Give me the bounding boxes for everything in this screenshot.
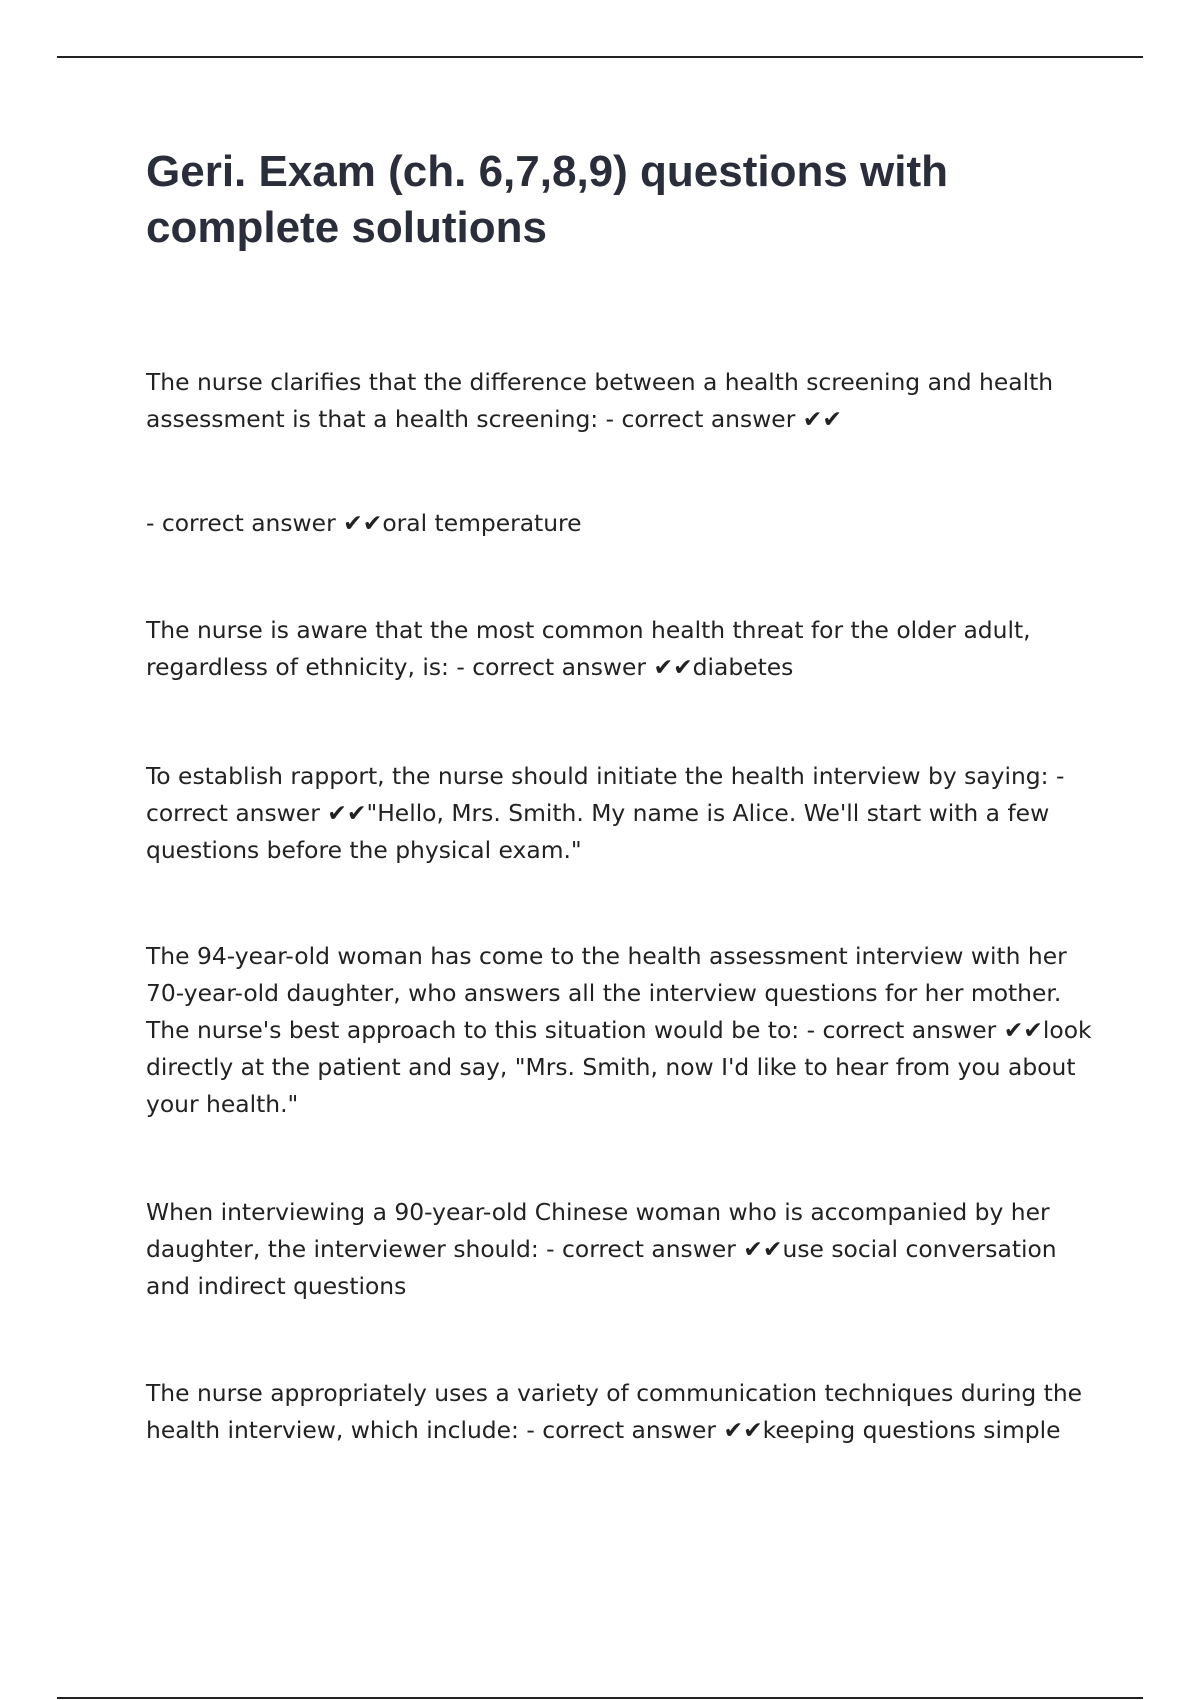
qa-item-4: To establish rapport, the nurse should initiate the health interview by saying: - correct answer ✔✔"Hello, Mrs. Smith. My name is Alice. We'll start with a few questions before the physical exam." xyxy=(146,762,1065,864)
qa-item-2: - correct answer ✔✔oral temperature xyxy=(146,509,582,537)
document-title: Geri. Exam (ch. 6,7,8,9) questions with complete solutions xyxy=(146,147,949,252)
top-divider xyxy=(57,56,1143,58)
qa-item-7: The nurse appropriately uses a variety of communication techniques during the health interview, which include: - correct answer ✔✔keeping questions simple xyxy=(146,1379,1083,1444)
qa-item-6: When interviewing a 90-year-old Chinese woman who is accompanied by her daughter, the interviewer should: - correct answer ✔✔use social conversation and indirect questions xyxy=(146,1198,1057,1300)
qa-item-5: The 94-year-old woman has come to the health assessment interview with her 70-year-old daughter, who answers all the interview questions for her mother. The nurse's best approach to this situation would be to: - correct answer ✔✔look directly at the patient and say, "Mrs. Smith, now I'd like to hear from you about your health." xyxy=(146,942,1092,1118)
bottom-divider xyxy=(57,1697,1143,1699)
qa-item-1: The nurse clarifies that the difference between a health screening and health assessment is that a health screening: - correct answer ✔✔ xyxy=(146,368,1054,433)
qa-item-3: The nurse is aware that the most common health threat for the older adult, regardless of ethnicity, is: - correct answer ✔✔diabetes xyxy=(146,616,1031,681)
